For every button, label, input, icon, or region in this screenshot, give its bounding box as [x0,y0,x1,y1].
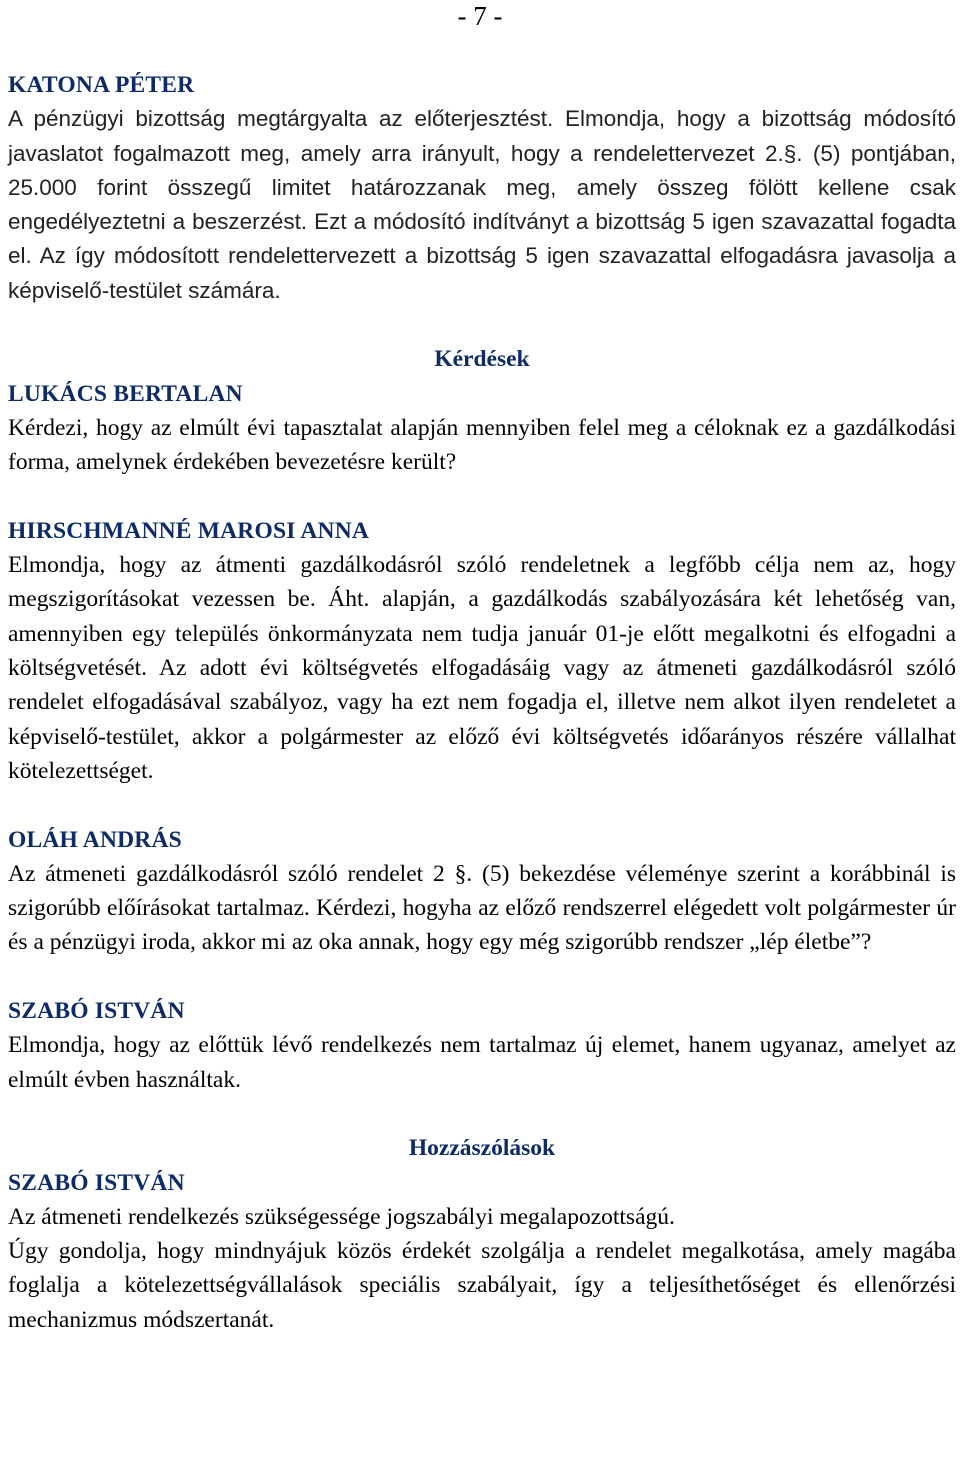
speech-text: A pénzügyi bizottság megtárgyalta az előterjesztést. Elmondja, hogy a bizottság módosító javaslatot fogalmazott meg, amely arra irányult, hogy a rendelettervezet 2.§. (5) pontjában, 25.000 forint összegű limitet határozzanak meg, amely összeg fölött kellene csak engedélyeztetni a beszerzést. Ezt a módosító indítványt a bizottság 5 igen szavazattal fogadta el. Az így módosított rendelettervezett a bizottság 5 igen szavazattal elfogadásra javasolja a képviselő-testület számára. [8,106,956,303]
speaker-block-lukacs [8,342,956,479]
document-body [8,68,956,1337]
speech-text: Az átmeneti gazdálkodásról szóló rendelet 2 §. (5) bekezdése véleménye szerint a korábbinál is szigorúbb előírásokat tartalmaz. Kérdezi, hogyha az előző rendszerrel elégedett volt polgármester úr és a pénzügyi iroda, akkor mi az oka annak, hogy egy még szigorúbb rendszer „lép életbe”? [8,860,956,956]
speaker-block-katona [8,68,956,308]
speaker-block-szabo-1 [8,994,956,1097]
spacer [8,308,956,342]
speaker-name: OLÁH ANDRÁS [8,826,182,853]
page-number: - 7 - [457,1,503,31]
speaker-name: KATONA PÉTER [8,72,195,98]
section-heading-comments: Hozzászólások [408,1135,556,1162]
speaker-name: SZABÓ ISTVÁN [8,998,185,1025]
speaker-name: HIRSCHMANNÉ MAROSI ANNA [8,517,370,544]
speaker-name: SZABÓ ISTVÁN [8,1169,185,1196]
section-heading-questions: Kérdések [434,346,530,373]
speaker-block-szabo-2 [8,1131,956,1337]
spacer [8,1097,956,1131]
speech-text: Kérdezi, hogy az elmúlt évi tapasztalat alapján mennyiben felel meg a céloknak ez a gazdálkodási forma, amelynek érdekében bevezetésre került? [8,414,956,476]
speaker-name: LUKÁCS BERTALAN [8,380,243,407]
speaker-block-hirschmanne [8,514,956,788]
speech-text: Elmondja, hogy az előttük lévő rendelkezés nem tartalmaz új elemet, hanem ugyanaz, amelyet az elmúlt évben használtak. [8,1032,956,1093]
spacer [8,960,956,994]
spacer [8,480,956,514]
speaker-block-olah [8,823,956,960]
speech-text: Elmondja, hogy az átmenti gazdálkodásról szóló rendeletnek a legfőbb célja nem az, hogy megszigorításokat vezessen be. Áht. alapján, a gazdálkodás szabályozására két lehetőség van, amennyiben egy település önkormányzata nem tudja január 01-je előtt megalkotni és elfogadni a költségvetését. Az adott évi költségvetés elfogadásáig vagy az átmeneti gazdálkodásról szóló rendelet elfogadásával szabályoz, vagy ha ezt nem fogadja el, illetve nem alkot ilyen rendeletet a képviselő-testület, akkor a polgármester az előző évi költségvetés időarányos részére vállalhat kötelezettséget. [8,552,956,784]
spacer [8,788,956,822]
speech-text: Az átmeneti rendelkezés szükségessége jogszabályi megalapozottságú. [8,1203,675,1230]
speech-text: Úgy gondolja, hogy mindnyájuk közös érdekét szolgálja a rendelet megalkotása, amely magába foglalja a kötelezettségvállalások speciális szabályait, így a teljesíthetőséget és ellenőrzési mechanizmus módszertanát. [8,1238,956,1333]
